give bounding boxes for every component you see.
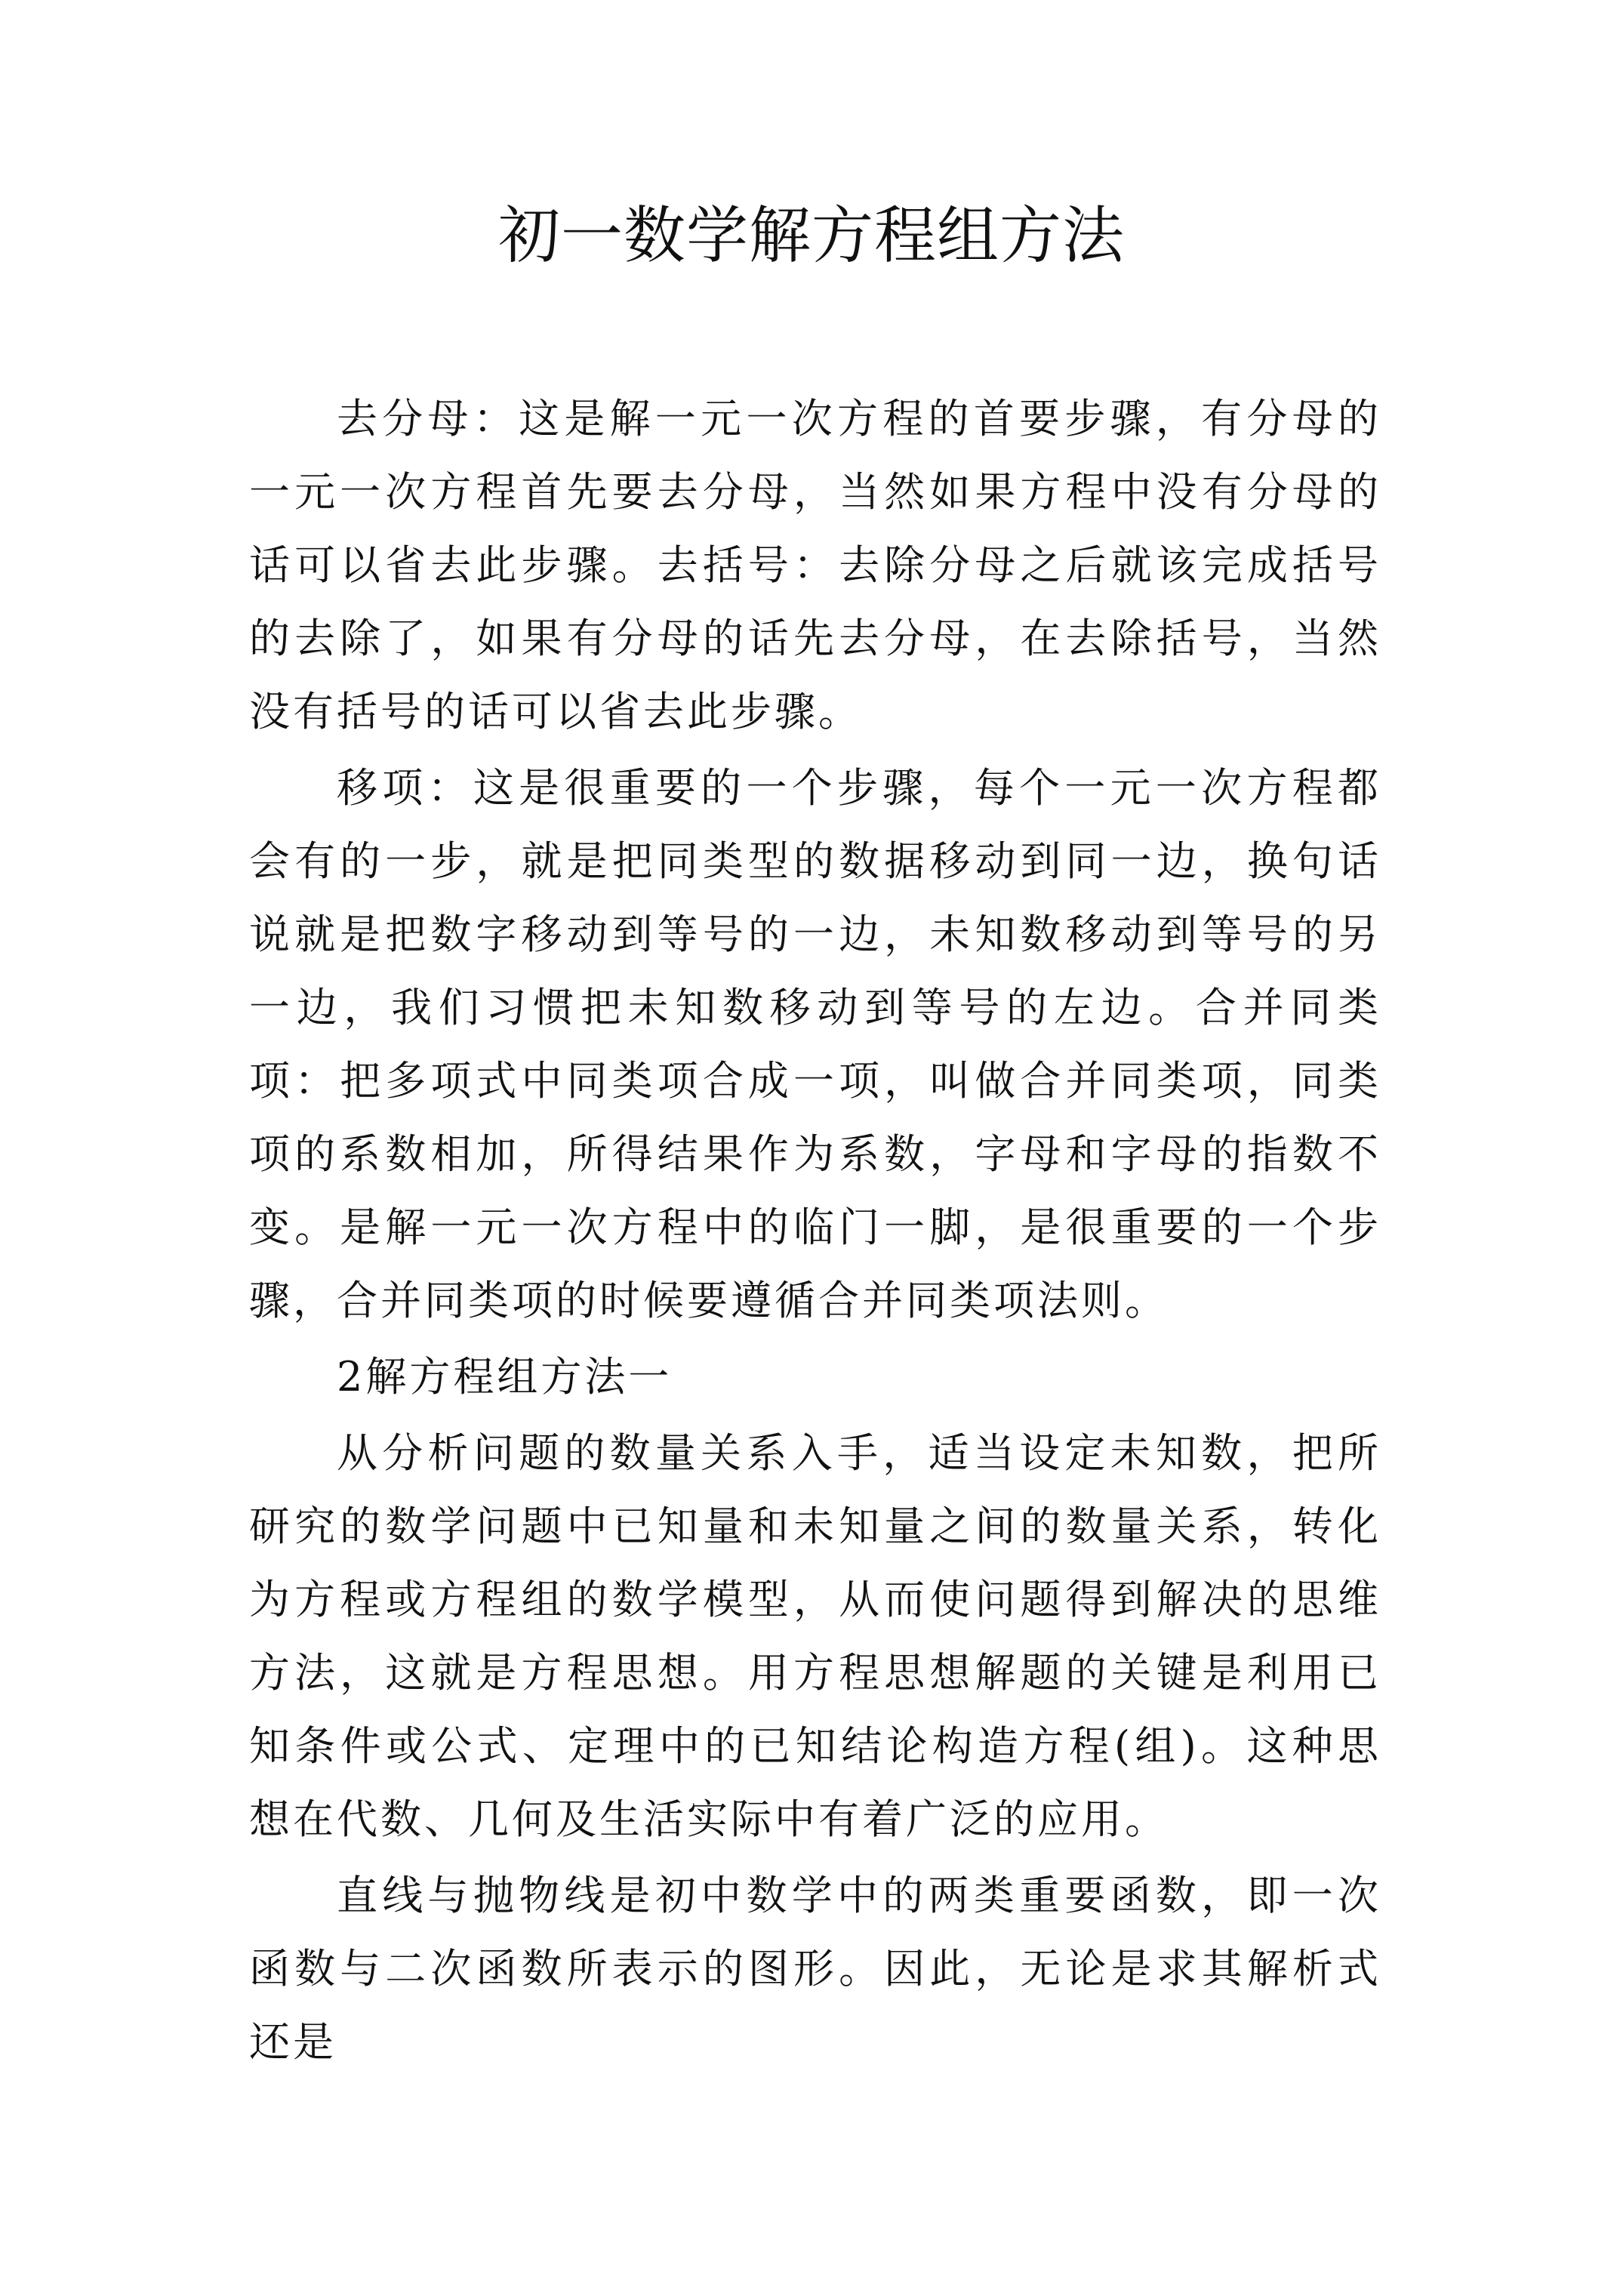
- paragraph-transpose-combine: 移项：这是很重要的一个步骤，每个一元一次方程都会有的一步，就是把同类型的数据移动到同一边，换句话说就是把数字移动到等号的一边，未知数移动到等号的另一边，我们习惯把未知数移动到等号的左边。合并同类项：把多项式中同类项合成一项，叫做合并同类项，同类项的系数相加，所得结果作为系数，字母和字母的指数不变。是解一元一次方程中的临门一脚，是很重要的一个步骤，合并同类项的时候要遵循合并同类项法则。: [249, 764, 1381, 1324]
- section-heading-method-one: 2解方程组方法一: [337, 1353, 673, 1401]
- paragraph-equation-thinking: 从分析问题的数量关系入手，适当设定未知数，把所研究的数学问题中已知量和未知量之间的数量关系，转化为方程或方程组的数学模型，从而使问题得到解决的思维方法，这就是方程思想。用方程思想解题的关键是利用已知条件或公式、定理中的已知结论构造方程(组)。这种思想在代数、几何及生活实际中有着广泛的应用。: [249, 1429, 1381, 1843]
- paragraph-lines-parabolas: 直线与抛物线是初中数学中的两类重要函数，即一次函数与二次函数所表示的图形。因此，无论是求其解析式还是: [249, 1872, 1381, 2066]
- document-title: 初一数学解方程组方法: [497, 200, 1125, 272]
- paragraph-denominator-brackets: 去分母：这是解一元一次方程的首要步骤，有分母的一元一次方程首先要去分母，当然如果方程中没有分母的话可以省去此步骤。去括号：去除分母之后就该完成括号的去除了，如果有分母的话先去分母，在去除括号，当然没有括号的话可以省去此步骤。: [249, 395, 1381, 735]
- document-body: [249, 382, 1381, 2082]
